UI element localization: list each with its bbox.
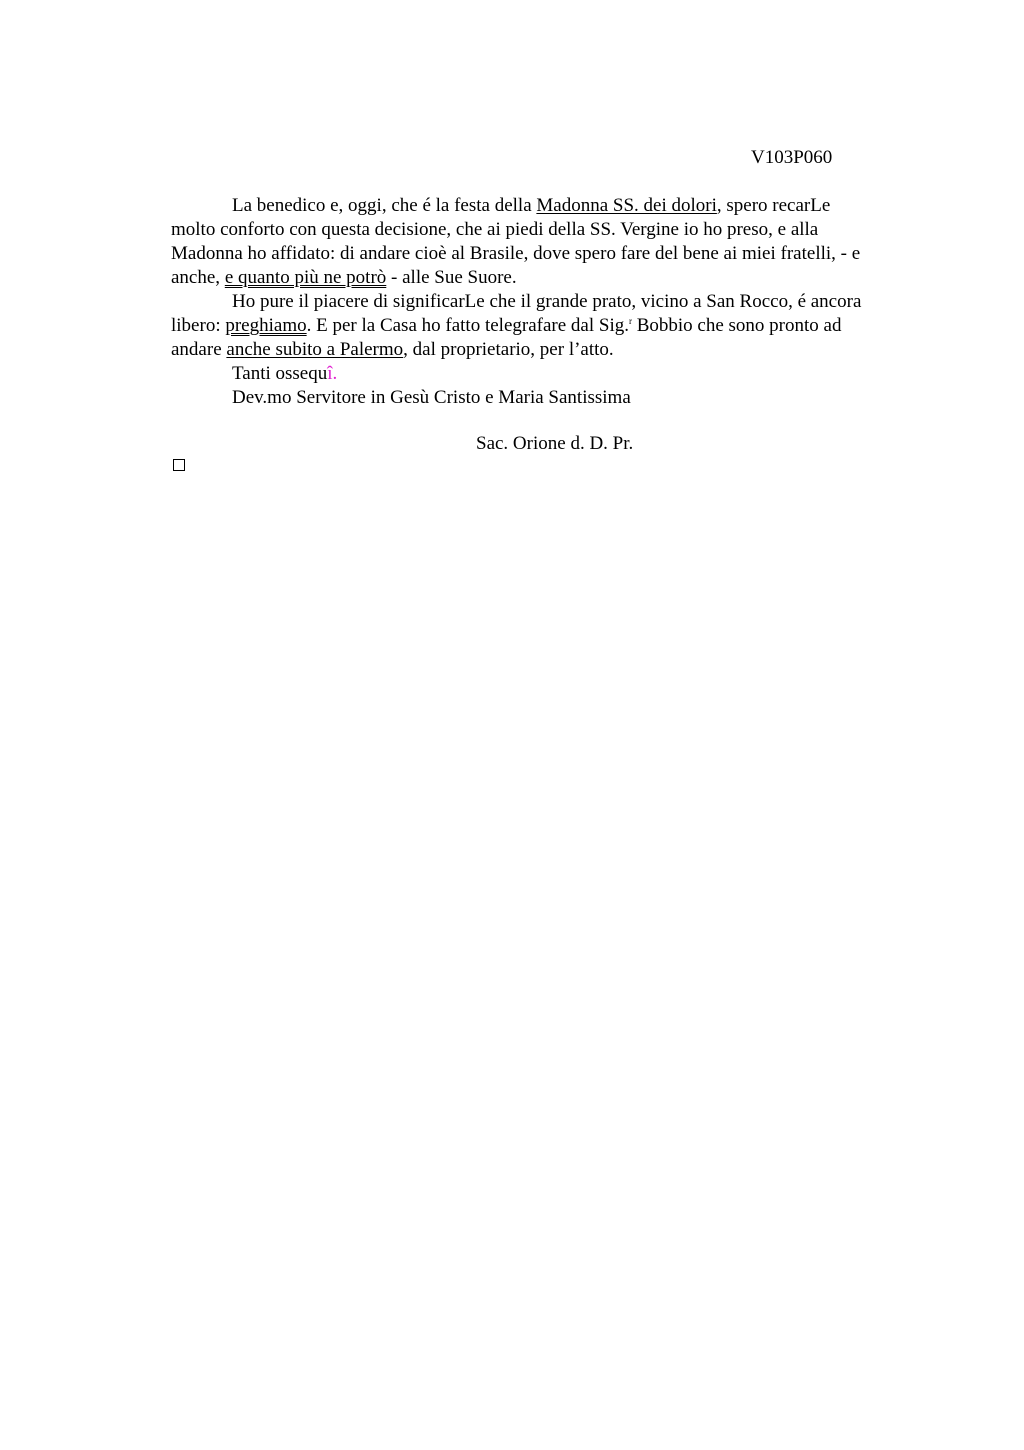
highlighted-mark: î <box>327 363 333 384</box>
paragraph-2-line-1: Ho pure il piacere di significarLe che il grande prato, vicino a San Rocco, é ancora <box>232 291 862 312</box>
ossequi-line <box>171 362 931 386</box>
checkbox-square[interactable] <box>173 459 185 471</box>
text-segment: , dal proprietario, per l’atto. <box>403 339 614 360</box>
paragraph-2-line-3 <box>171 338 931 362</box>
servant-line: Dev.mo Servitore in Gesù Cristo e Maria Santissima <box>232 387 631 408</box>
paragraph-1-line-1 <box>171 194 931 218</box>
underlined-text: Madonna SS. dei dolori <box>536 195 717 216</box>
text-segment: . E per la Casa ho fatto telegrafare dal Sig. <box>306 315 629 336</box>
letter-body <box>171 194 931 410</box>
paragraph-1-line-3: Madonna ho affidato: di andare cioè al Brasile, dove spero fare del bene ai miei fratelli, - e <box>171 243 861 264</box>
paragraph-1-line-4 <box>171 266 931 290</box>
text-segment: La benedico e, oggi, che é la festa della <box>232 195 537 216</box>
closing-greeting <box>171 362 931 386</box>
closing-servant <box>171 386 931 410</box>
highlighted-period: . <box>332 363 338 384</box>
document-id: V103P060 <box>751 147 833 168</box>
paragraph-1 <box>171 194 931 290</box>
double-underlined-text: preghiamo <box>225 315 307 336</box>
superscript: r <box>628 316 632 326</box>
paragraph-2-line-2 <box>171 314 931 338</box>
paragraph-1-line-2: molto conforto con questa decisione, che ai piedi della SS. Vergine io ho preso, e alla <box>171 219 819 240</box>
text-segment: anche, <box>171 267 225 288</box>
double-underlined-text: e quanto più ne potrò <box>224 267 387 288</box>
text-segment: , spero recarLe <box>716 195 831 216</box>
text-segment: - alle Sue Suore. <box>386 267 517 288</box>
text-segment: andare <box>171 339 227 360</box>
underlined-text: anche subito a Palermo <box>226 339 404 360</box>
text-segment: libero: <box>171 315 226 336</box>
text-segment: Tanti ossequ <box>232 363 328 384</box>
text-segment: Bobbio che sono pronto ad <box>631 315 842 336</box>
signature: Sac. Orione d. D. Pr. <box>476 433 634 454</box>
paragraph-2 <box>171 290 931 362</box>
